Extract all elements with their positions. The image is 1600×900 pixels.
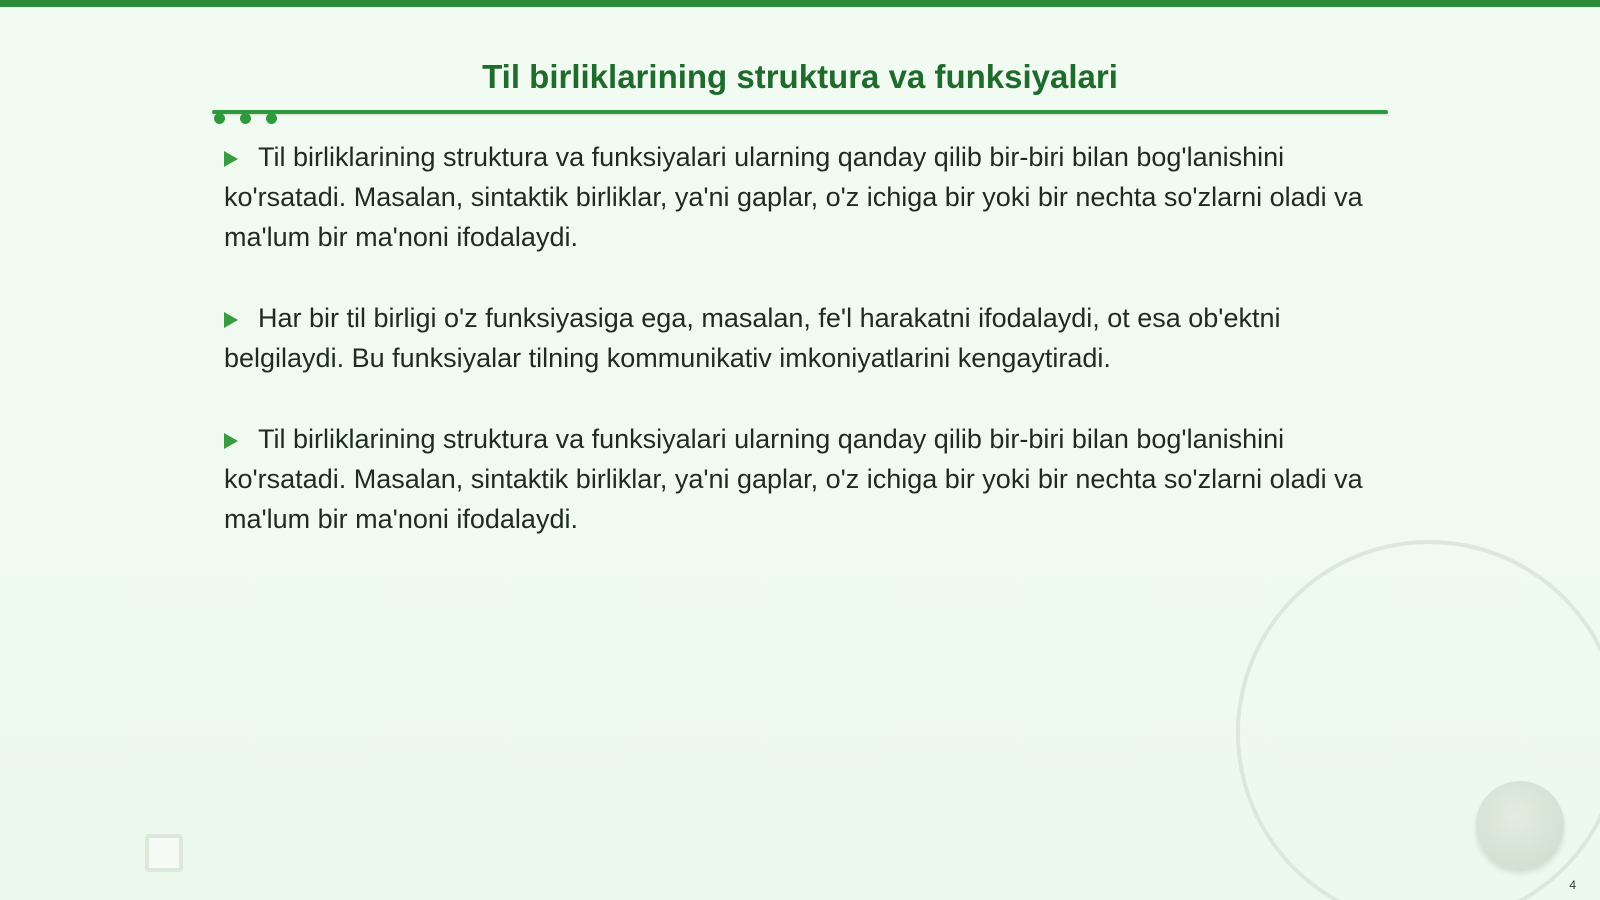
- bullet-item: [224, 419, 1364, 539]
- bullet-list: [224, 137, 1364, 580]
- title-dot-icon: [214, 113, 225, 124]
- top-accent-bar: [0, 0, 1600, 7]
- play-triangle-icon: [224, 312, 238, 328]
- title-dot-icon: [266, 113, 277, 124]
- bullet-text: Til birliklarining struktura va funksiyalari ularning qanday qilib bir-biri bilan bog'lanishini ko'rsatadi. Masalan, sintaktik birliklar, ya'ni gaplar, o'z ichiga bir yoki bir nechta so'zlarni oladi va ma'lum bir ma'noni ifodalaydi.: [224, 424, 1363, 534]
- play-triangle-icon: [224, 433, 238, 449]
- title-dot-icon: [240, 113, 251, 124]
- title-underline: [212, 110, 1388, 114]
- play-triangle-icon: [224, 151, 238, 167]
- decorative-disc: [1476, 781, 1564, 869]
- page-number: 4: [1569, 878, 1576, 892]
- bullet-item: [224, 298, 1364, 378]
- bullet-item: [224, 137, 1364, 257]
- bullet-text: Til birliklarining struktura va funksiyalari ularning qanday qilib bir-biri bilan bog'lanishini ko'rsatadi. Masalan, sintaktik birliklar, ya'ni gaplar, o'z ichiga bir yoki bir nechta so'zlarni oladi va ma'lum bir ma'noni ifodalaydi.: [224, 142, 1363, 252]
- bullet-text: Har bir til birligi o'z funksiyasiga ega, masalan, fe'l harakatni ifodalaydi, ot esa ob'ektni belgilaydi. Bu funksiyalar tilning kommunikativ imkoniyatlarini kengaytiradi.: [224, 303, 1281, 373]
- slide-title: Til birliklarining struktura va funksiyalari: [482, 58, 1118, 95]
- decorative-square: [145, 834, 183, 872]
